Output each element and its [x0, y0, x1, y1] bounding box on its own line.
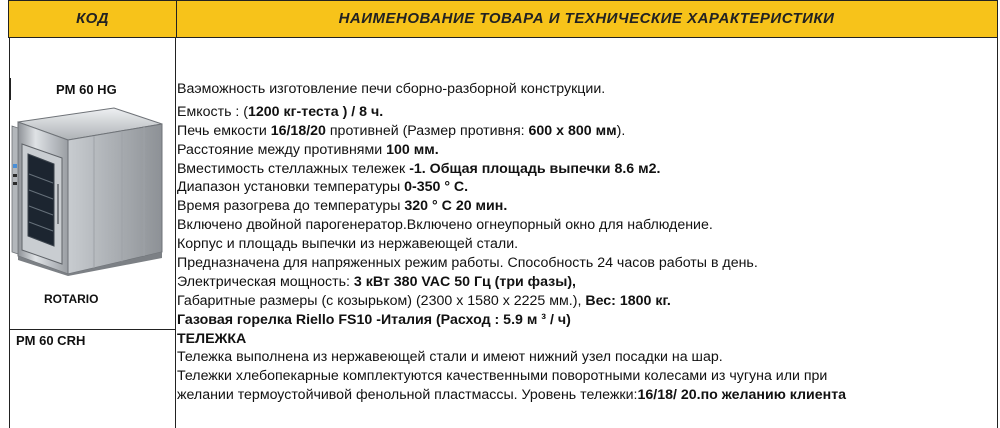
- spec-line: Расстояние между противнями 100 мм.: [177, 141, 439, 158]
- spec-line: Электрическая мощность: 3 кВт 380 VAC 50 Гц (три фазы),: [177, 273, 576, 290]
- spec-line: Газовая горелка Riello FS10 -Италия (Расход : 5.9 м ³ / ч): [177, 311, 571, 328]
- spec-line: Тележки хлебопекарные комплектуются качественными поворотными колесами из чугуна или при: [177, 368, 828, 385]
- table-left-border-accent: [9, 78, 11, 100]
- product-code: PM 60 HG: [56, 82, 117, 97]
- technical-specifications: [177, 80, 992, 405]
- spec-line: Корпус и площадь выпечки из нержавеющей стали.: [177, 236, 519, 253]
- spec-line: Ваэможность изготовление печи сборно-разборной конструкции.: [177, 81, 606, 97]
- table-header: [8, 0, 998, 38]
- spec-line: Предназначена для напряженных режим работы. Способность 24 часов работы в день.: [177, 255, 758, 272]
- spec-line: Габаритные размеры (с козырьком) (2300 x 1580 x 2225 мм.), Вес: 1800 кг.: [177, 292, 671, 309]
- spec-line: Печь емкости 16/18/20 противней (Размер противня: 600 x 800 мм).: [177, 122, 626, 139]
- spec-line: ТЕЛЕЖКА: [177, 330, 247, 347]
- table-right-border: [997, 38, 998, 428]
- name-column-header: НАИМЕНОВАНИЕ ТОВАРА И ТЕХНИЧЕСКИЕ ХАРАКТЕРИСТИКИ: [338, 10, 835, 27]
- spec-line: желании термоустойчивой фенольной пластмассы. Уровень тележки:16/18/ 20.по желанию клиента: [177, 387, 847, 404]
- product-model-name: ROTARIO: [44, 292, 99, 306]
- spec-line: Емкость : (1200 кг-теста ) / 8 ч.: [177, 103, 384, 120]
- row-divider: [9, 329, 175, 330]
- code-column-header: КОД: [76, 10, 109, 27]
- spec-line: Тележка выполнена из нержавеющей стали и имеют нижний узел посадки на шар.: [177, 349, 723, 366]
- spec-line: Время разогрева до температуры 320 ° С 20 мин.: [177, 198, 508, 215]
- spec-line: Вместимость стеллажных тележек -1. Общая площадь выпечки 8.6 м2.: [177, 160, 661, 177]
- spec-line: Включено двойной парогенератор.Включено огнеупорный окно для наблюдение.: [177, 217, 713, 234]
- spec-line: Диапазон установки температуры 0-350 ° С.: [177, 179, 469, 196]
- product-code-alt: PM 60 CRH: [16, 333, 86, 348]
- rotary-oven-illustration: [4, 104, 166, 276]
- column-divider: [175, 38, 176, 428]
